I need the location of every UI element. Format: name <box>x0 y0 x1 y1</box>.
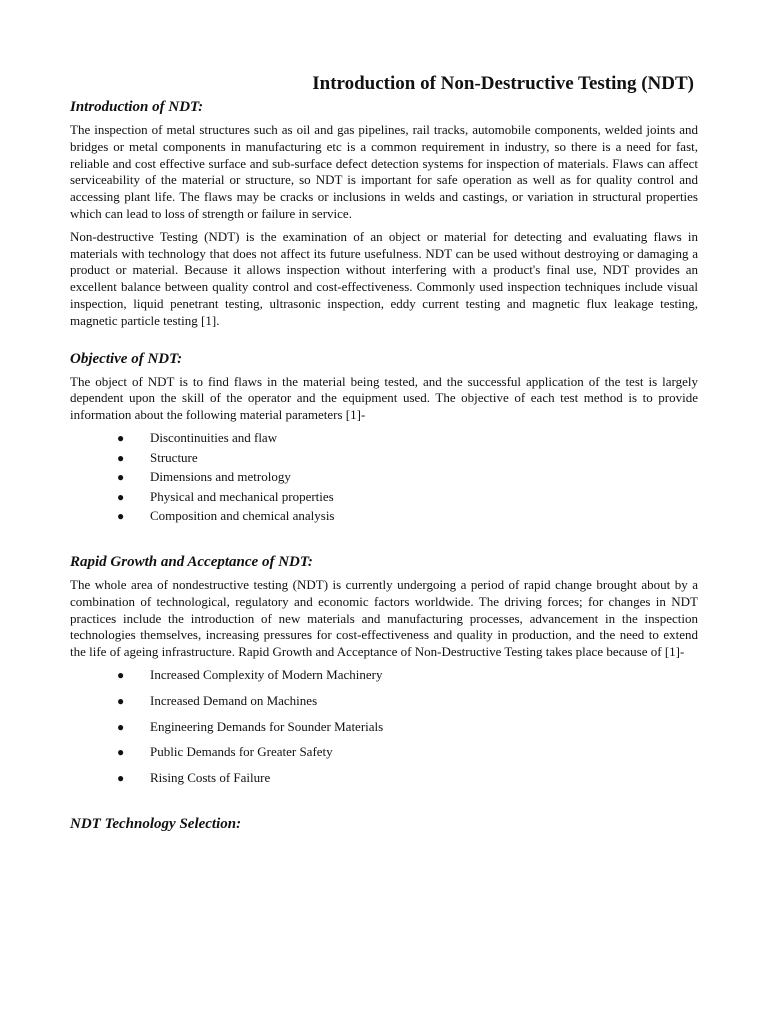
list-item-text: Dimensions and metrology <box>150 469 291 485</box>
list-item-text: Rising Costs of Failure <box>150 770 271 786</box>
list-item <box>70 667 698 693</box>
bullet-icon: ● <box>117 430 125 445</box>
list-item <box>70 450 698 470</box>
bullet-icon: ● <box>117 489 125 504</box>
section-heading-introduction: Introduction of NDT: <box>70 99 204 115</box>
list-item <box>70 693 698 719</box>
document-page <box>70 72 698 839</box>
intro-paragraph-1: The inspection of metal structures such as oil and gas pipelines, rail tracks, automobile components, welded joints and bridges or metal components in manufacturing etc is a common requirement in industry, so there is a need for fast, reliable and cost effective surface and sub-surface defect detection systems for inspection of materials. Flaws can affect serviceability of the material or structure, so NDT is important for safe operation as well as for quality control and accessing plant life. The flaws may be cracks or inclusions in welds and castings, or variation in structural properties which can lead to loss of strength or failure in service. <box>70 122 698 221</box>
bullet-icon: ● <box>117 693 125 708</box>
list-item <box>70 469 698 489</box>
growth-reason-list <box>70 667 698 796</box>
list-item-text: Structure <box>150 449 198 465</box>
bullet-icon: ● <box>117 509 125 524</box>
section-heading-rapid-growth: Rapid Growth and Acceptance of NDT: <box>70 553 313 570</box>
list-item-text: Composition and chemical analysis <box>150 508 335 524</box>
list-item-text: Public Demands for Greater Safety <box>150 744 333 760</box>
objective-paragraph: The object of NDT is to find flaws in the material being tested, and the successful application of the test is largely dependent upon the skill of the operator and the equipment used. The objective of each test method is to provide information about the following material parameters [1]- <box>70 373 698 423</box>
section-introduction <box>70 98 698 330</box>
list-item-text: Discontinuities and flaw <box>150 429 278 445</box>
list-item-text: Physical and mechanical properties <box>150 488 334 504</box>
objective-parameter-list <box>70 430 698 528</box>
intro-paragraph-2: Non-destructive Testing (NDT) is the examination of an object or material for detecting and evaluating flaws in materials with technology that does not affect its future usefulness. NDT can be used without destroying or damaging a product or material. Because it allows inspection without interfering with a product's final use, NDT provides an excellent balance between quality control and cost-effectiveness. Commonly used inspection techniques include visual inspection, liquid penetrant testing, ultrasonic inspection, eddy current testing and magnetic flux leakage testing, magnetic particle testing [1]. <box>70 228 698 328</box>
list-item <box>70 744 698 770</box>
list-item-text: Increased Demand on Machines <box>150 692 318 708</box>
list-item-text: Engineering Demands for Sounder Materials <box>150 718 384 734</box>
section-heading-objective: Objective of NDT: <box>70 350 183 367</box>
growth-paragraph: The whole area of nondestructive testing (NDT) is currently undergoing a period of rapid change brought about by a combination of technological, regulatory and economic factors worldwide. The driving forces; for changes in NDT practices include the introduction of new materials and manufacturing processes, advancement in the inspection technologies themselves, increasing pressures for cost-effectiveness and quality in production, and the need to extend the life of ageing infrastructure. Rapid Growth and Acceptance of Non-Destructive Testing takes place because of [1]- <box>70 576 698 660</box>
list-item <box>70 719 698 745</box>
bullet-icon: ● <box>117 719 125 734</box>
list-item-text: Increased Complexity of Modern Machinery <box>150 666 383 682</box>
bullet-icon: ● <box>117 745 125 760</box>
bullet-icon: ● <box>117 667 125 682</box>
list-item <box>70 489 698 509</box>
list-item <box>70 430 698 450</box>
bullet-icon: ● <box>117 450 125 465</box>
section-rapid-growth <box>70 553 698 796</box>
section-technology-selection <box>70 815 698 833</box>
list-item <box>70 770 698 796</box>
bullet-icon: ● <box>117 771 125 786</box>
bullet-icon: ● <box>117 470 125 485</box>
section-heading-technology-selection: NDT Technology Selection: <box>70 815 242 832</box>
section-objective <box>70 350 698 528</box>
list-item <box>70 508 698 528</box>
document-title: Introduction of Non-Destructive Testing (NDT) <box>312 73 694 94</box>
